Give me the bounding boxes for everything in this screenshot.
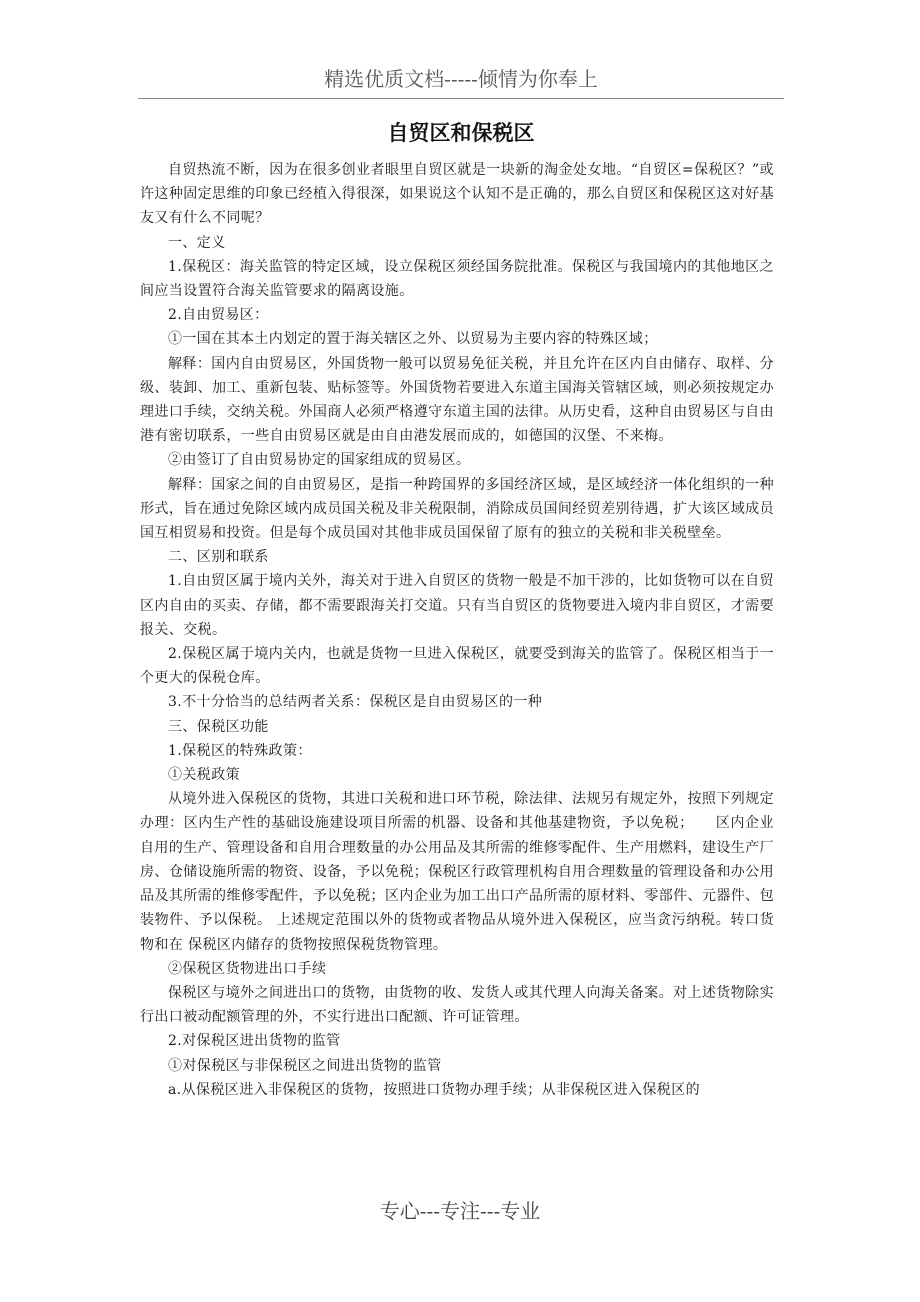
section-heading: 一、定义 <box>168 234 226 251</box>
paragraph: ①关税政策 <box>168 767 240 784</box>
paragraph: ②保税区货物进出口手续 <box>168 960 327 977</box>
paragraph: ①一国在其本土内划定的置于海关辖区之外、以贸易为主要内容的特殊区域； <box>168 331 658 348</box>
paragraph: ①对保税区与非保税区之间进出货物的监管 <box>168 1057 442 1074</box>
paragraph: 自贸热流不断，因为在很多创业者眼里自贸区就是一块新的淘金处女地。“自贸区=保税区？”或许这种固定思维的印象已经植入得很深，如果说这个认知不是正确的，那么自贸区和保税区这对好基友又有什么不同呢？ <box>140 162 774 227</box>
section-heading: 三、保税区功能 <box>168 718 269 735</box>
paragraph: 3.不十分恰当的总结两者关系：保税区是自由贸易区的一种 <box>168 694 543 711</box>
paragraph: 解释：国家之间的自由贸易区，是指一种跨国界的多国经济区域，是区域经济一体化组织的一种形式，旨在通过免除区域内成员国关税及非关税限制，消除成员国间经贸差别待遇，扩大该区域成员国互相贸易和投资。但是每个成员国对其他非成员国保留了原有的独立的关税和非关税壁垒。 <box>140 476 774 542</box>
header-text: 精选优质文档-----倾情为你奉上 <box>324 67 598 91</box>
footer-text: 专心---专注---专业 <box>379 1199 541 1223</box>
paragraph: ②由签订了自由贸易协定的国家组成的贸易区。 <box>168 452 471 469</box>
paragraph: 2.保税区属于境内关内，也就是货物一旦进入保税区，就要受到海关的监管了。保税区相当于一个更大的保税仓库。 <box>140 646 774 687</box>
paragraph: 2.对保税区进出货物的监管 <box>168 1033 341 1050</box>
document-title: 自贸区和保税区 <box>387 121 535 145</box>
paragraph: 1.保税区的特殊政策： <box>168 742 312 759</box>
paragraph: 从境外进入保税区的货物，其进口关税和进口环节税，除法律、法规另有规定外，按照下列规定办理：区内生产性的基础设施建设项目所需的机器、设备和其他基建物资，予以免税； 区内企业自用的生产、管理设备和自用合理数量的办公用品及其所需的维修零配件、生产用燃料，建设生产厂房、仓储设施所需的物资、设备，予以免税；保税区行政管理机构自用合理数量的管理设备和办公用品及其所需的维修零配件，予以免税；区内企业为加工出口产品所需的原材料、零部件、元器件、包装物件、予以保税。 上述规定范围以外的货物或者物品从境外进入保税区，应当贪污纳税。转口货物和在 保税区内储存的货物按照保税货物管理。 <box>140 791 774 953</box>
paragraph: 保税区与境外之间进出口的货物，由货物的收、发货人或其代理人向海关备案。对上述货物除实行出口被动配额管理的外，不实行进出口配额、许可证管理。 <box>140 984 774 1026</box>
document-body <box>140 158 774 1102</box>
paragraph: 1.保税区：海关监管的特定区域，设立保税区须经国务院批准。保税区与我国境内的其他地区之间应当设置符合海关监管要求的隔离设施。 <box>140 258 774 300</box>
page-footer <box>0 1196 920 1226</box>
paragraph: a.从保税区进入非保税区的货物，按照进口货物办理手续；从非保税区进入保税区的 <box>168 1081 700 1098</box>
section-heading: 二、区别和联系 <box>168 549 269 566</box>
paragraph: 2.自由贸易区： <box>168 307 269 324</box>
paragraph: 1.自由贸区属于境内关外，海关对于进入自贸区的货物一般是不加干涉的，比如货物可以在自贸区内自由的买卖、存储，都不需要跟海关打交道。只有当自贸区的货物要进入境内非自贸区，才需要报关、交税。 <box>140 573 774 638</box>
page-header <box>138 62 784 99</box>
paragraph: 解释：国内自由贸易区，外国货物一般可以贸易免征关税，并且允许在区内自由储存、取样、分级、装卸、加工、重新包装、贴标签等。外国货物若要进入东道主国海关管辖区域，则必须按规定办理进口手续，交纳关税。外国商人必须严格遵守东道主国的法律。从历史看，这种自由贸易区与自由港有密切联系，一些自由贸易区就是由自由港发展而成的，如德国的汉堡、不来梅。 <box>140 355 774 445</box>
